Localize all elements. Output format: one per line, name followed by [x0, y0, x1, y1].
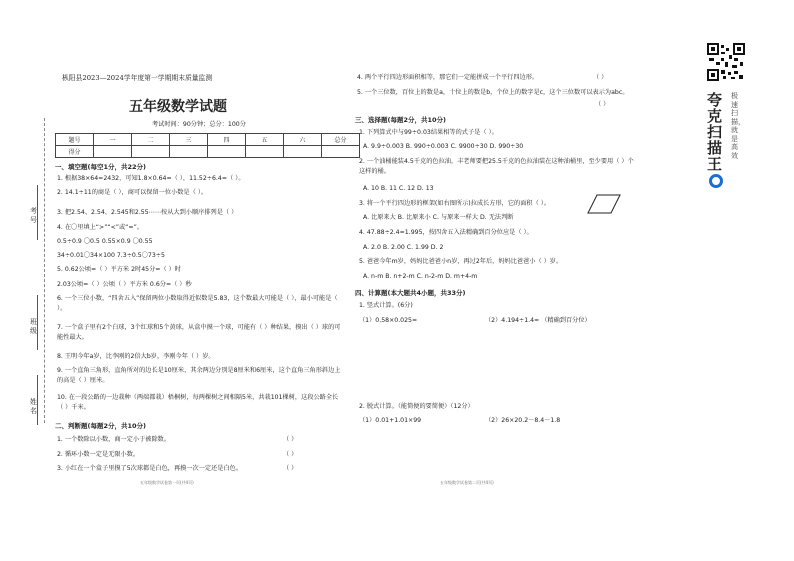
score-input-cell[interactable] — [170, 146, 208, 158]
choice-options: A. 10 B. 11 C. 12 D. 13 — [363, 185, 434, 192]
score-cell: 二 — [132, 134, 170, 146]
choice-options: A. 9.9÷0.003 B. 990÷0.003 C. 9900÷30 D. 990÷30 — [363, 143, 524, 150]
page-footer-left: 五年级数学试卷第一页(共4页) — [140, 480, 194, 485]
score-input-cell[interactable] — [284, 146, 322, 158]
calc-line: 1. 竖式计算。(6分) — [359, 302, 413, 309]
page-footer-right: 五年级数学试卷第二页(共4页) — [440, 480, 494, 485]
calc-line: 2. 脱式计算。（能简便的要简便）（12分） — [359, 403, 474, 410]
question-line: 3. 把2.54、2.54̇、2.545和2.55⋯⋯按从大到小顺序排列是（ ） — [57, 209, 238, 216]
section3-title: 三、选择题(每题2分，共10分) — [355, 116, 447, 124]
calc-line: （1）0.58×0.025= — [359, 317, 418, 324]
choice-line: 5. 爸爸今年m岁，妈妈比爸爸小n岁，再过2年后，妈妈比爸爸小（ ）岁。 — [359, 258, 563, 265]
exam-info: 考试时间：90分钟；总分：100分 — [152, 121, 246, 128]
judge-answer[interactable]: （ ） — [283, 436, 298, 443]
choice-line: 1. 下列算式中与99÷0.03结果相等的式子是（ ）。 — [359, 129, 498, 136]
question-line: 7. 一个盒子里有2个白球，3个红球和5个黄球，从盒中摸一个球，可能有（ ）种结果，摸出（ ）球的可能性最大。 — [57, 324, 341, 341]
question-line: 6. 一个三位小数，“四舍五入”保留两位小数取得近似数是5.83，这个数最大可能是（ ），最小可能是（ ）。 — [57, 295, 338, 312]
score-table — [55, 133, 360, 158]
name-field[interactable] — [37, 375, 39, 425]
question-line: 8. 王明今年a岁，比李刚的2倍大b岁，李刚今年（ ）岁。 — [57, 353, 215, 360]
parallelogram-figure — [587, 194, 621, 214]
name-label: 姓名 — [30, 398, 37, 415]
section2-title: 二、判断题(每题2分，共10分) — [55, 422, 147, 430]
question-line: 2. 14.1÷11的商是（ ），商可以保留一位小数是（ ）。 — [57, 189, 207, 196]
judge-question: 4. 两个平行四边形面积相等，那它们一定能拼成一个平行四边形。 — [357, 74, 539, 81]
choice-line: 4. 47.88÷2.4=1.995，按四舍五入法精确到百分位应是（ ）。 — [359, 229, 533, 236]
judge-question: 1. 一个数除以小数，商一定小于被除数。 — [57, 436, 171, 443]
brand-sub-text: 极速扫描，就是高效 — [731, 92, 745, 160]
calc-line: （2）26×20.2－8.4－1.8 — [485, 417, 561, 424]
question-line: 1. 根据38×64=2432，可知1.8×0.64=（ ），11.52÷6.4=（ ）。 — [57, 175, 245, 182]
question-line: 9. 一个直角三角形，直角所对的边长是10厘米，其余两边分别是8厘米和6厘米，这个直角三角形斜边上的高是（ ）厘米。 — [57, 367, 341, 384]
score-cell: 一 — [94, 134, 132, 146]
exam-no-label: 考号 — [30, 207, 37, 224]
judge-question: 5. 一个三位数，百位上的数是a，十位上的数是b，个位上的数字是c，这个三位数可以表示为abc。 — [357, 89, 629, 96]
class-label: 班级 — [30, 318, 37, 335]
score-input-cell[interactable] — [94, 146, 132, 158]
question-line: 10. 在一段公路的一边栽种（两端都栽）梧桐树，每两棵树之间相隔5米，共栽101棵树，这段公路全长（ ）千米。 — [57, 394, 339, 411]
choice-options: A. 比原来大 B. 比原来小 C. 与原来一样大 D. 无法判断 — [363, 214, 514, 221]
score-cell: 三 — [170, 134, 208, 146]
quark-logo-icon — [709, 174, 723, 188]
question-line: 4. 在〇里填上“>”“<”或“=”。 — [57, 224, 143, 231]
choice-options: A. n-m B. n+2-m C. n-2-m D. m+4-m — [363, 273, 478, 280]
section4-title: 四、计算题(本大题共4小题，共33分) — [355, 289, 466, 297]
section1-title: 一、填空题(每空1分，共22分) — [55, 163, 147, 171]
score-cell: 总分 — [322, 134, 360, 146]
score-row-label: 得分 — [56, 146, 94, 158]
judge-answer[interactable]: （ ） — [283, 451, 298, 458]
judge-answer[interactable]: （ ） — [283, 465, 298, 472]
question-line: 0.5÷0.9 〇0.5 0.55×0.9 〇0.55 — [57, 238, 153, 245]
score-cell: 六 — [284, 134, 322, 146]
question-line: 5. 0.62公顷=（ ）平方米 2时45分=（ ）时 — [57, 266, 181, 273]
brand-logo-text: 夸克扫描王 — [707, 91, 723, 173]
judge-answer[interactable]: （ ） — [595, 101, 610, 108]
choice-line: 3. 将一个平行四边形的框架(如右图所示)拉成长方形，它的面积（ ）。 — [359, 200, 551, 207]
question-line: 2.03公顷=（ ）公顷（ ）平方米 0.6分=（ ）秒 — [57, 281, 192, 288]
score-input-cell[interactable] — [132, 146, 170, 158]
score-input-cell[interactable] — [322, 146, 360, 158]
class-field[interactable] — [37, 295, 39, 350]
calc-line: （1）0.01+1.01×99 — [359, 417, 422, 424]
exam-title: 枞阳县2023—2024学年度第一学期期末质量监测 — [62, 74, 213, 82]
choice-options: A. 2.0 B. 2.00 C. 1.99 D. 2 — [363, 244, 444, 251]
score-cell: 五 — [246, 134, 284, 146]
qr-code-icon — [707, 43, 745, 81]
binding-line — [44, 118, 46, 423]
exam-no-field[interactable] — [37, 185, 39, 240]
judge-question: 2. 循环小数一定是无限小数。 — [57, 451, 140, 458]
calc-line: （2）4.194÷1.4≈ （精确到百分位） — [485, 317, 591, 324]
score-table-header-row — [56, 134, 360, 146]
score-table-score-row — [56, 146, 360, 158]
judge-answer[interactable]: （ ） — [593, 74, 608, 81]
subject-title: 五年级数学试题 — [129, 99, 227, 115]
judge-question: 3. 小红在一个盒子里摸了5次球都是白色，再摸一次一定还是白色。 — [57, 465, 243, 472]
question-line: 34÷0.01〇34×100 7.3÷0.5〇73÷5 — [57, 252, 165, 259]
score-cell: 四 — [208, 134, 246, 146]
choice-line: 2. 一个油桶能装4.5千克的色拉油，丰老师要把25.5千克的色拉油装在这种油桶里，至少要用（ ）个这样的桶。 — [359, 158, 634, 175]
score-input-cell[interactable] — [246, 146, 284, 158]
score-cell: 题号 — [56, 134, 94, 146]
score-input-cell[interactable] — [208, 146, 246, 158]
